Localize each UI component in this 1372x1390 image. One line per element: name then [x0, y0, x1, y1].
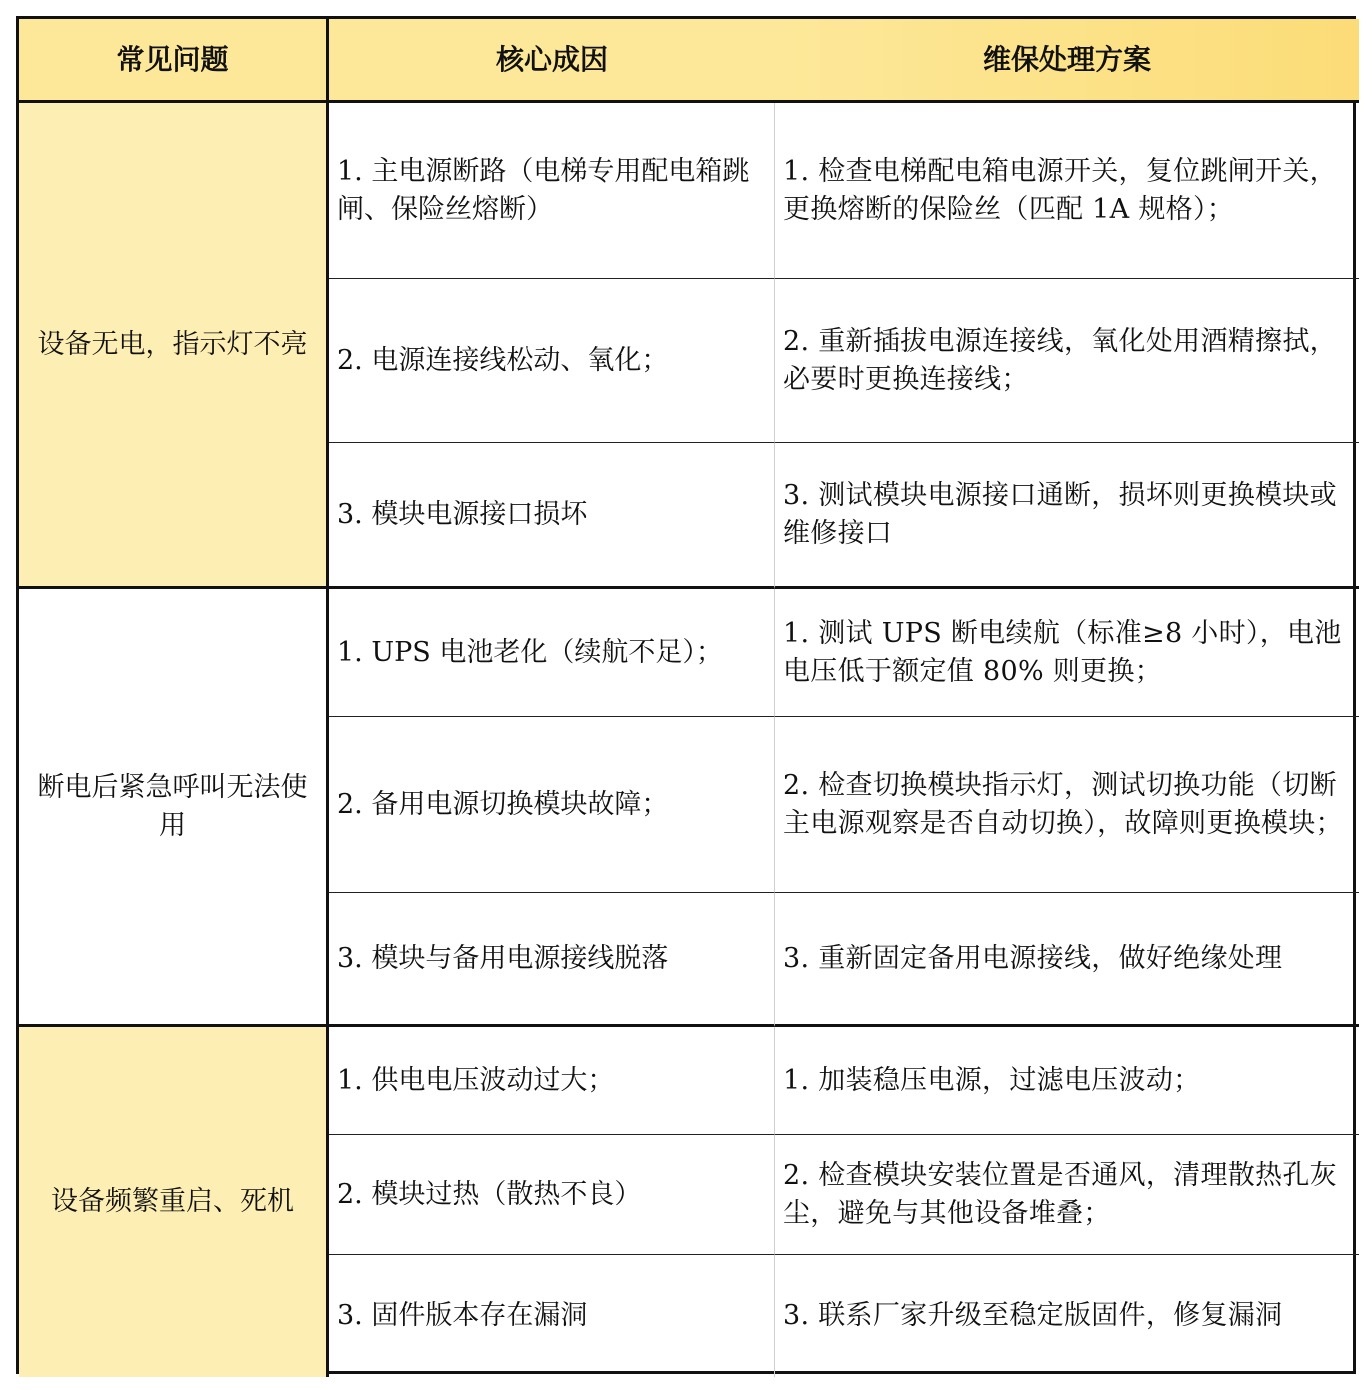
cause-cell: 3. 模块电源接口损坏	[329, 443, 775, 589]
cause-cell: 1. UPS 电池老化（续航不足）；	[329, 589, 775, 717]
cause-cell: 3. 模块与备用电源接线脱落	[329, 893, 775, 1027]
fix-cell: 2. 检查切换模块指示灯，测试切换功能（切断主电源观察是否自动切换），故障则更换模块；	[775, 717, 1359, 893]
fix-cell: 1. 检查电梯配电箱电源开关，复位跳闸开关，更换熔断的保险丝（匹配 1A 规格）；	[775, 103, 1359, 279]
fix-cell: 1. 测试 UPS 断电续航（标准≥8 小时），电池电压低于额定值 80% 则更换；	[775, 589, 1359, 717]
maintenance-table	[16, 16, 1356, 1374]
fix-cell: 3. 联系厂家升级至稳定版固件，修复漏洞	[783, 1300, 1283, 1331]
fix-cell: 1. 加装稳压电源，过滤电压波动；	[775, 1027, 1359, 1135]
fix-cell: 3. 测试模块电源接口通断，损坏则更换模块或维修接口	[775, 443, 1359, 589]
header-cause: 核心成因	[329, 19, 775, 103]
cause-cell: 2. 备用电源切换模块故障；	[329, 717, 775, 893]
header-fix: 维保处理方案	[775, 19, 1359, 103]
problem-cell: 设备频繁重启、死机	[19, 1027, 329, 1377]
problem-cell: 断电后紧急呼叫无法使用	[19, 589, 329, 1027]
cause-cell: 1. 主电源断路（电梯专用配电箱跳闸、保险丝熔断）	[329, 103, 775, 279]
fix-cell: 3. 重新固定备用电源接线，做好绝缘处理	[775, 893, 1359, 1027]
fix-cell: 2. 检查模块安装位置是否通风，清理散热孔灰尘，避免与其他设备堆叠；	[775, 1135, 1359, 1255]
cause-cell: 2. 电源连接线松动、氧化；	[329, 279, 775, 443]
cause-cell: 2. 模块过热（散热不良）	[329, 1135, 775, 1255]
header-problem: 常见问题	[19, 19, 329, 103]
problem-cell: 设备无电，指示灯不亮	[19, 103, 329, 589]
cause-cell: 3. 固件版本存在漏洞	[329, 1255, 775, 1377]
cause-cell: 1. 供电电压波动过大；	[329, 1027, 775, 1135]
fix-cell: 2. 重新插拔电源连接线，氧化处用酒精擦拭，必要时更换连接线；	[775, 279, 1359, 443]
